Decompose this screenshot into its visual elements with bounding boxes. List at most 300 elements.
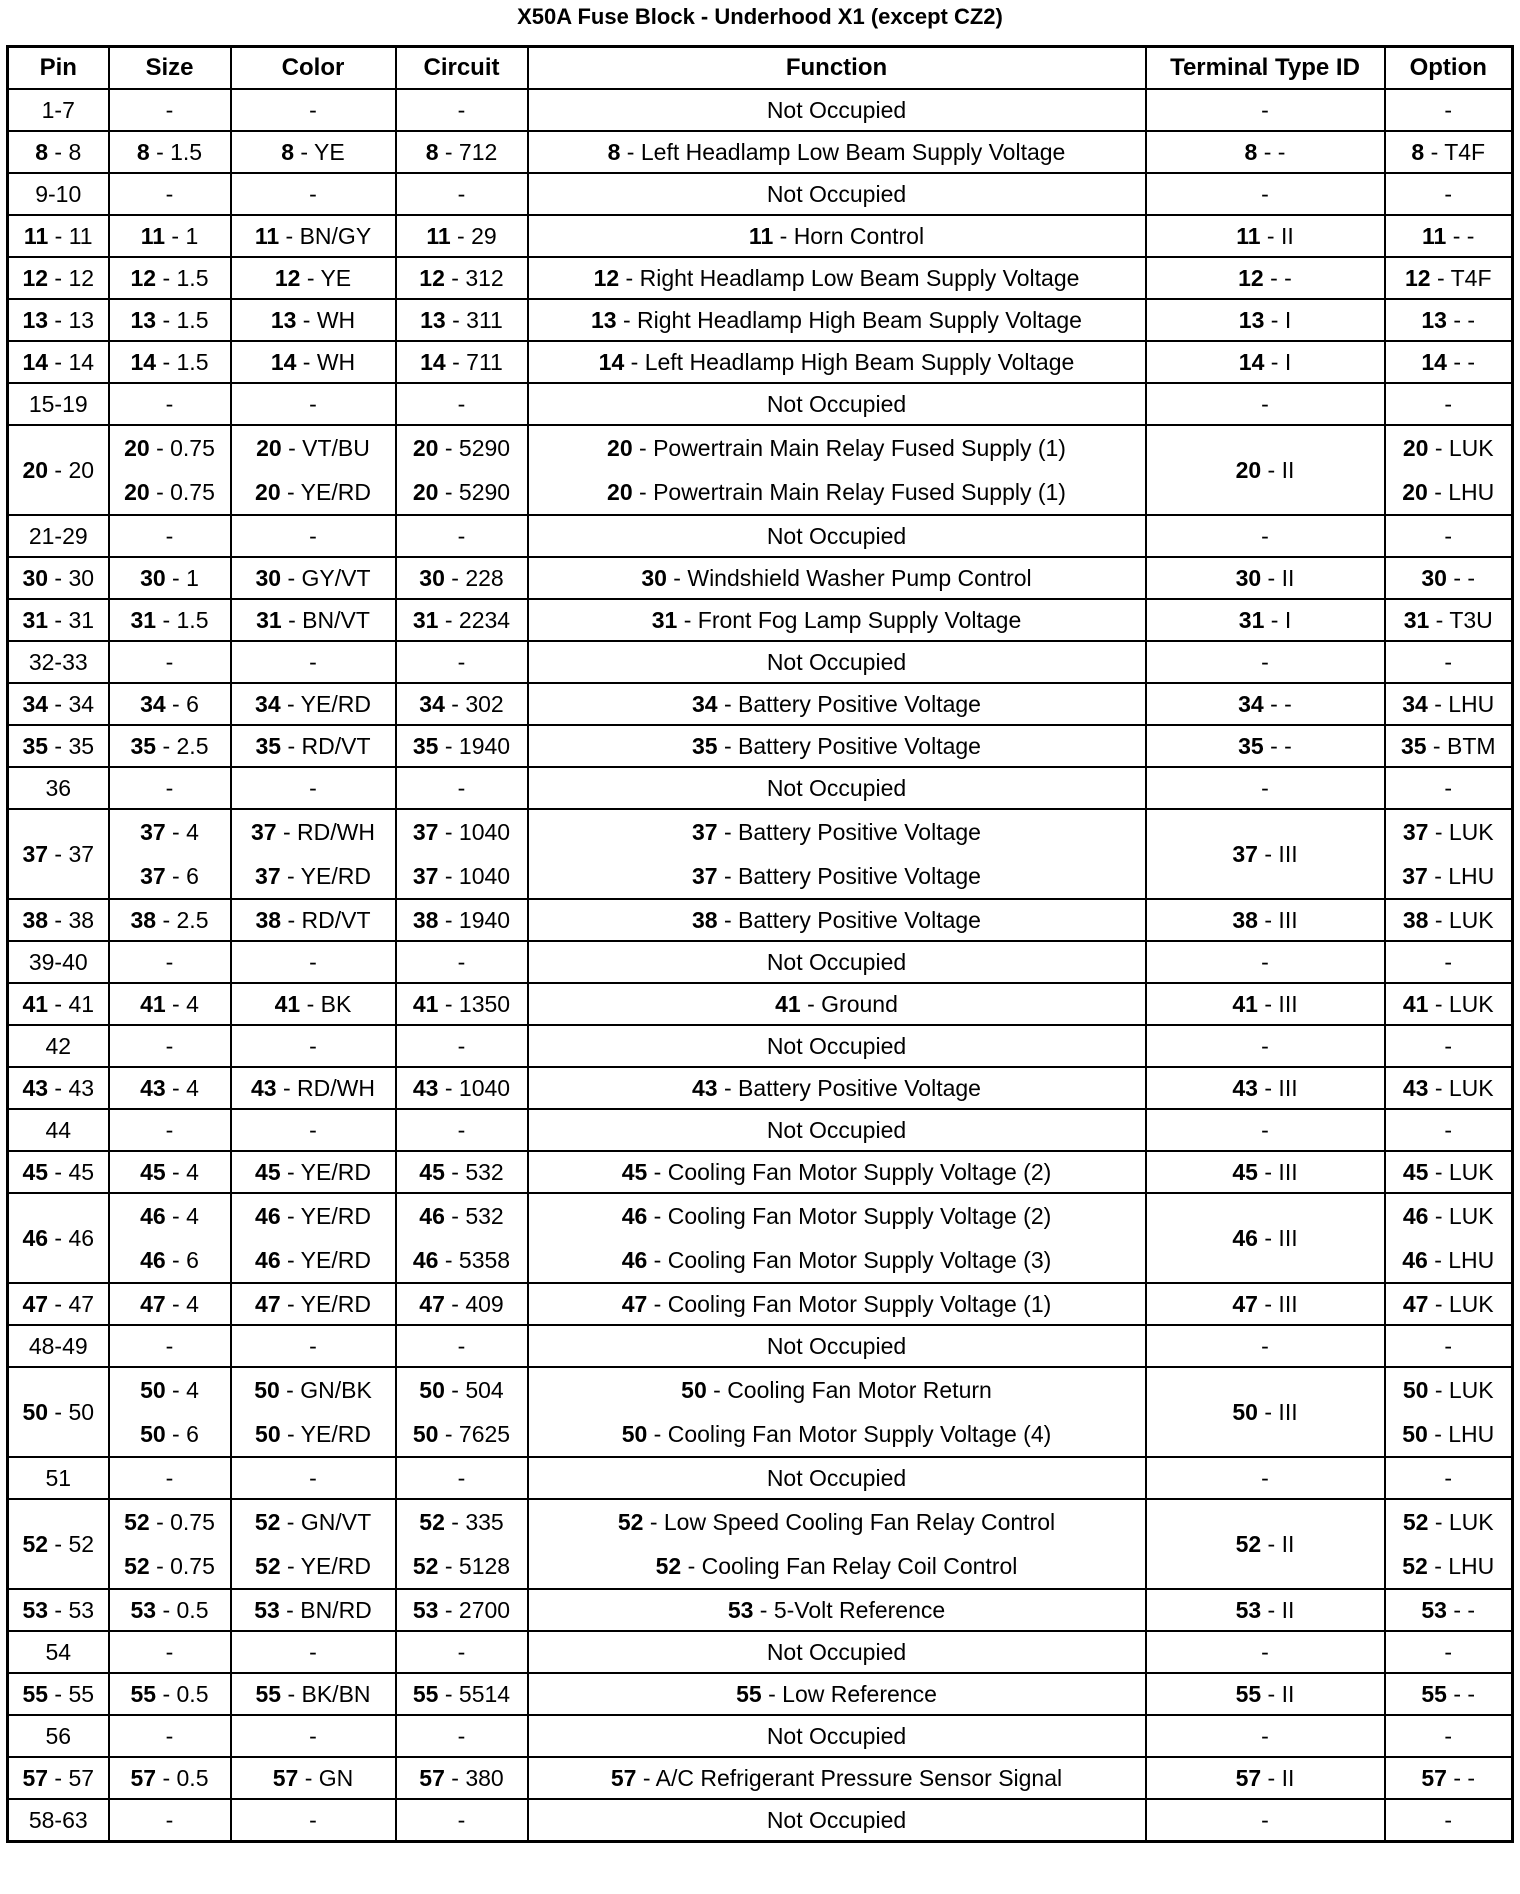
pin-prefix: 35: [1238, 732, 1264, 759]
pin-prefix: 55: [130, 1680, 157, 1707]
cell-value: - 6: [165, 863, 199, 889]
cell-color: -: [231, 1025, 396, 1067]
pin-prefix: 35: [692, 732, 718, 759]
cell-color: -: [231, 515, 396, 557]
pin-prefix: 11: [254, 222, 280, 249]
pin-prefix: 50: [621, 1421, 648, 1447]
cell-color: -: [231, 941, 396, 983]
cell-terminal-type: -: [1146, 1109, 1385, 1151]
cell-value: - III: [1257, 1398, 1298, 1425]
cell-value: - II: [1261, 1596, 1295, 1623]
cell-pin: 39-40: [8, 941, 109, 983]
cell-value: - II: [1261, 1530, 1295, 1557]
cell-value: - WH: [296, 306, 356, 333]
cell-value: - 380: [444, 1764, 504, 1791]
cell-value: - 311: [445, 306, 503, 333]
two-line: [232, 810, 395, 898]
cell-option: -: [1385, 1715, 1513, 1757]
pin-prefix: 20: [124, 435, 150, 461]
pin-prefix: 52: [254, 1509, 281, 1535]
cell-value: - LHU: [1427, 690, 1495, 717]
table-row: [8, 1151, 1513, 1193]
cell-option: [1385, 557, 1513, 599]
cell-value: - 0.75: [149, 1509, 215, 1535]
cell-color: -: [231, 767, 396, 809]
pin-prefix: 55: [1235, 1680, 1262, 1707]
pin-prefix: 38: [255, 906, 282, 933]
cell-value: - -: [1263, 690, 1292, 717]
pin-table: [6, 45, 1514, 1843]
pin-prefix: 38: [22, 906, 49, 933]
cell-function: Not Occupied: [528, 515, 1146, 557]
table-row: [8, 1499, 1513, 1589]
cell-color: -: [231, 1325, 396, 1367]
table-row: [8, 1631, 1513, 1673]
cell-function: [528, 341, 1146, 383]
cell-option: [1385, 983, 1513, 1025]
table-row: [8, 425, 1513, 515]
cell-value: - LHU: [1427, 1421, 1495, 1447]
pin-prefix: 37: [692, 819, 718, 845]
cell-pin: [8, 1283, 109, 1325]
line: [110, 1197, 230, 1235]
pin-prefix: 31: [1238, 606, 1265, 633]
cell-function: Not Occupied: [528, 1025, 1146, 1067]
cell-function: Not Occupied: [528, 1631, 1146, 1673]
cell-function: Not Occupied: [528, 1325, 1146, 1367]
cell-value: - -: [1446, 348, 1476, 375]
cell-color: [231, 809, 396, 899]
pin-prefix: 31: [1403, 606, 1430, 633]
cell-pin: 1-7: [8, 89, 109, 131]
cell-value: - GN: [298, 1764, 354, 1791]
cell-value: - I: [1264, 306, 1292, 333]
cell-size: [109, 983, 231, 1025]
table-row: [8, 1193, 1513, 1283]
cell-value: - Cooling Fan Motor Supply Voltage (2): [647, 1203, 1052, 1229]
pin-prefix: 47: [22, 1290, 49, 1317]
cell-value: - 46: [48, 1224, 95, 1251]
cell-option: [1385, 299, 1513, 341]
cell-color: [231, 1151, 396, 1193]
table-row: [8, 215, 1513, 257]
two-line: [529, 426, 1145, 514]
cell-function: [528, 809, 1146, 899]
cell-terminal-type: [1146, 983, 1385, 1025]
cell-color: -: [231, 383, 396, 425]
cell-size: [109, 215, 231, 257]
cell-value: - 20: [48, 456, 95, 483]
cell-circuit: [396, 599, 528, 641]
cell-circuit: [396, 341, 528, 383]
header-terminal-type: Terminal Type ID: [1146, 47, 1385, 90]
pin-prefix: 14: [22, 348, 49, 375]
pin-prefix: 8: [1244, 138, 1258, 165]
pin-prefix: 11: [1422, 222, 1447, 249]
cell-pin: [8, 299, 109, 341]
pin-prefix: 34: [255, 690, 281, 717]
pin-prefix: 11: [23, 222, 49, 249]
cell-terminal-type: [1146, 809, 1385, 899]
cell-circuit: [396, 1757, 528, 1799]
cell-value: - Horn Control: [773, 222, 925, 249]
cell-option: -: [1385, 1631, 1513, 1673]
pin-prefix: 52: [124, 1509, 150, 1535]
cell-size: [109, 809, 231, 899]
cell-value: - 5290: [438, 479, 511, 505]
line: [529, 1415, 1145, 1453]
cell-option: [1385, 131, 1513, 173]
cell-value: - 35: [48, 732, 95, 759]
pin-prefix: 47: [621, 1290, 648, 1317]
cell-value: - 5514: [438, 1680, 511, 1707]
pin-prefix: 20: [412, 479, 439, 505]
cell-value: - A/C Refrigerant Pressure Sensor Signal: [636, 1764, 1063, 1791]
cell-value: - II: [1261, 1680, 1295, 1707]
cell-value: - 50: [48, 1398, 95, 1425]
cell-value: - LUK: [1428, 1509, 1494, 1535]
pin-prefix: 45: [621, 1158, 648, 1185]
cell-circuit: -: [396, 515, 528, 557]
cell-value: - RD/VT: [281, 732, 371, 759]
pin-prefix: 55: [255, 1680, 282, 1707]
cell-color: -: [231, 173, 396, 215]
line: [232, 857, 395, 895]
cell-option: [1385, 1757, 1513, 1799]
cell-color: [231, 1757, 396, 1799]
cell-size: -: [109, 383, 231, 425]
pin-prefix: 41: [775, 990, 801, 1017]
cell-value: - 12: [48, 264, 95, 291]
cell-circuit: -: [396, 1325, 528, 1367]
pin-prefix: 52: [617, 1509, 644, 1535]
cell-circuit: -: [396, 1799, 528, 1842]
cell-terminal-type: [1146, 599, 1385, 641]
pin-prefix: 41: [1232, 990, 1258, 1017]
pin-prefix: 53: [22, 1596, 49, 1623]
line: [232, 1371, 395, 1409]
two-line: [529, 1368, 1145, 1456]
line: [232, 473, 395, 511]
cell-value: - Cooling Fan Motor Supply Voltage (3): [647, 1247, 1052, 1273]
line: [1386, 1241, 1512, 1279]
cell-color: [231, 683, 396, 725]
pin-prefix: 31: [22, 606, 49, 633]
cell-value: - YE/RD: [280, 1421, 371, 1447]
two-line: [232, 426, 395, 514]
table-row: [8, 1025, 1513, 1067]
cell-color: [231, 215, 396, 257]
cell-value: - 52: [48, 1530, 95, 1557]
cell-option: [1385, 1499, 1513, 1589]
two-line: [110, 810, 230, 898]
cell-terminal-type: -: [1146, 173, 1385, 215]
pin-prefix: 43: [1402, 1074, 1429, 1101]
cell-value: - 13: [48, 306, 95, 333]
cell-pin: 36: [8, 767, 109, 809]
pin-prefix: 37: [140, 863, 166, 889]
cell-terminal-type: -: [1146, 941, 1385, 983]
pin-prefix: 52: [1235, 1530, 1262, 1557]
cell-circuit: [396, 557, 528, 599]
cell-terminal-type: -: [1146, 641, 1385, 683]
cell-circuit: [396, 1367, 528, 1457]
cell-value: - LUK: [1428, 1074, 1494, 1101]
cell-size: -: [109, 515, 231, 557]
header-size: Size: [109, 47, 231, 90]
pin-prefix: 37: [1402, 819, 1429, 845]
table-row: [8, 1457, 1513, 1499]
cell-circuit: [396, 683, 528, 725]
cell-terminal-type: -: [1146, 1325, 1385, 1367]
pin-prefix: 46: [1402, 1203, 1429, 1229]
cell-value: - Battery Positive Voltage: [717, 1074, 981, 1101]
pin-prefix: 57: [610, 1764, 637, 1791]
pin-prefix: 14: [130, 348, 157, 375]
pin-prefix: 52: [1402, 1509, 1429, 1535]
cell-value: - 2.5: [156, 906, 209, 933]
cell-value: - YE/RD: [280, 1158, 371, 1185]
cell-value: - BN/GY: [279, 222, 372, 249]
cell-function: [528, 1499, 1146, 1589]
pin-prefix: 38: [1402, 906, 1429, 933]
line: [529, 473, 1145, 511]
pin-prefix: 14: [1238, 348, 1265, 375]
cell-option: [1385, 1283, 1513, 1325]
pin-prefix: 52: [655, 1553, 682, 1579]
pin-prefix: 50: [254, 1377, 280, 1403]
pin-prefix: 57: [1235, 1764, 1262, 1791]
line: [529, 1371, 1145, 1409]
line: [1386, 1371, 1512, 1409]
pin-prefix: 41: [22, 990, 49, 1017]
cell-value: - T3U: [1429, 606, 1493, 633]
cell-function: Not Occupied: [528, 1109, 1146, 1151]
cell-value: - III: [1257, 1224, 1298, 1251]
line: [397, 1503, 527, 1541]
cell-option: [1385, 725, 1513, 767]
cell-circuit: -: [396, 383, 528, 425]
table-row: [8, 599, 1513, 641]
cell-terminal-type: -: [1146, 515, 1385, 557]
cell-value: - 53: [48, 1596, 95, 1623]
cell-value: - T4F: [1424, 138, 1486, 165]
cell-value: - BTM: [1426, 732, 1496, 759]
cell-size: [109, 131, 231, 173]
two-line: [1386, 1368, 1512, 1456]
cell-value: - Windshield Washer Pump Control: [666, 564, 1032, 591]
cell-terminal-type: -: [1146, 1715, 1385, 1757]
cell-size: [109, 557, 231, 599]
pin-prefix: 12: [1404, 264, 1431, 291]
cell-function: [528, 899, 1146, 941]
table-row: [8, 257, 1513, 299]
line: [529, 1547, 1145, 1585]
pin-prefix: 46: [140, 1247, 166, 1273]
cell-value: - LHU: [1427, 479, 1495, 505]
pin-prefix: 57: [419, 1764, 445, 1791]
pin-prefix: 30: [1235, 564, 1262, 591]
pin-prefix: 30: [140, 564, 166, 591]
cell-function: [528, 1673, 1146, 1715]
cell-color: [231, 425, 396, 515]
cell-function: [528, 983, 1146, 1025]
cell-terminal-type: [1146, 899, 1385, 941]
pin-prefix: 30: [1421, 564, 1447, 591]
cell-value: - Battery Positive Voltage: [717, 819, 981, 845]
cell-value: - II: [1261, 456, 1295, 483]
cell-terminal-type: [1146, 1151, 1385, 1193]
pin-prefix: 46: [140, 1203, 166, 1229]
cell-value: - 4: [165, 819, 199, 845]
pin-prefix: 52: [419, 1509, 445, 1535]
cell-terminal-type: -: [1146, 1025, 1385, 1067]
line: [232, 1503, 395, 1541]
cell-value: - III: [1257, 1158, 1298, 1185]
header-circuit: Circuit: [396, 47, 528, 90]
cell-value: - 6: [165, 1247, 199, 1273]
cell-pin: [8, 683, 109, 725]
cell-color: [231, 557, 396, 599]
cell-value: - 711: [445, 348, 503, 375]
pin-prefix: 47: [1402, 1290, 1429, 1317]
pin-prefix: 41: [274, 990, 301, 1017]
cell-value: - YE: [294, 138, 345, 165]
cell-function: Not Occupied: [528, 641, 1146, 683]
cell-value: - YE/RD: [280, 479, 371, 505]
cell-circuit: [396, 983, 528, 1025]
pin-prefix: 8: [1411, 138, 1425, 165]
cell-option: -: [1385, 1799, 1513, 1842]
cell-value: - T4F: [1430, 264, 1492, 291]
table-row: [8, 1715, 1513, 1757]
cell-value: - Front Fog Lamp Supply Voltage: [677, 606, 1022, 633]
cell-value: - YE/RD: [280, 690, 371, 717]
cell-pin: 48-49: [8, 1325, 109, 1367]
line: [1386, 1415, 1512, 1453]
cell-circuit: [396, 1151, 528, 1193]
pin-prefix: 34: [140, 690, 166, 717]
cell-value: - I: [1264, 606, 1292, 633]
cell-function: [528, 131, 1146, 173]
cell-terminal-type: -: [1146, 89, 1385, 131]
cell-value: - 1.5: [156, 606, 209, 633]
cell-value: - III: [1257, 1074, 1298, 1101]
cell-pin: [8, 725, 109, 767]
cell-pin: 21-29: [8, 515, 109, 557]
pin-prefix: 50: [140, 1377, 166, 1403]
two-line: [529, 810, 1145, 898]
cell-option: [1385, 899, 1513, 941]
cell-pin: 56: [8, 1715, 109, 1757]
pin-prefix: 46: [412, 1247, 439, 1273]
cell-pin: 32-33: [8, 641, 109, 683]
cell-value: - 0.75: [149, 479, 215, 505]
cell-value: - 1: [165, 222, 199, 249]
cell-color: [231, 1499, 396, 1589]
cell-value: - LUK: [1428, 1290, 1494, 1317]
pin-prefix: 55: [22, 1680, 49, 1707]
pin-prefix: 11: [426, 222, 451, 249]
cell-circuit: -: [396, 1109, 528, 1151]
cell-value: - 55: [48, 1680, 95, 1707]
cell-circuit: [396, 1499, 528, 1589]
cell-value: - YE/RD: [280, 1290, 371, 1317]
cell-circuit: -: [396, 1457, 528, 1499]
pin-prefix: 43: [251, 1074, 277, 1101]
pin-prefix: 46: [621, 1203, 648, 1229]
cell-value: - GY/VT: [281, 564, 371, 591]
table-row: [8, 983, 1513, 1025]
cell-value: - 0.75: [149, 1553, 215, 1579]
cell-value: - Battery Positive Voltage: [717, 732, 981, 759]
cell-value: - 1.5: [156, 264, 209, 291]
two-line: [397, 810, 527, 898]
cell-value: - 2234: [438, 606, 511, 633]
cell-pin: [8, 1067, 109, 1109]
cell-value: - Cooling Fan Motor Supply Voltage (4): [647, 1421, 1052, 1447]
pin-prefix: 31: [130, 606, 157, 633]
cell-option: [1385, 1067, 1513, 1109]
cell-color: -: [231, 1799, 396, 1842]
pin-prefix: 38: [692, 906, 718, 933]
cell-value: - LUK: [1428, 1377, 1494, 1403]
cell-pin: [8, 425, 109, 515]
table-row: [8, 89, 1513, 131]
pin-prefix: 55: [412, 1680, 439, 1707]
cell-value: - 4: [165, 1203, 199, 1229]
table-row: [8, 299, 1513, 341]
table-row: [8, 1325, 1513, 1367]
two-line: [397, 1500, 527, 1588]
cell-value: - 38: [48, 906, 95, 933]
cell-value: - RD/VT: [281, 906, 371, 933]
two-line: [529, 1194, 1145, 1282]
pin-prefix: 52: [1402, 1553, 1428, 1579]
cell-value: - LHU: [1427, 863, 1495, 889]
two-line: [232, 1500, 395, 1588]
line: [110, 473, 230, 511]
cell-value: - 30: [48, 564, 95, 591]
line: [529, 813, 1145, 851]
table-row: [8, 1589, 1513, 1631]
cell-size: -: [109, 1799, 231, 1842]
pin-prefix: 50: [1402, 1421, 1428, 1447]
cell-value: - Left Headlamp High Beam Supply Voltage: [624, 348, 1075, 375]
pin-prefix: 37: [692, 863, 718, 889]
table-row: [8, 641, 1513, 683]
cell-pin: [8, 215, 109, 257]
cell-size: [109, 1193, 231, 1283]
pin-prefix: 57: [22, 1764, 49, 1791]
cell-pin: [8, 599, 109, 641]
cell-value: - 5-Volt Reference: [753, 1596, 946, 1623]
pin-prefix: 52: [22, 1530, 49, 1557]
cell-value: - -: [1446, 306, 1476, 333]
cell-value: - -: [1263, 264, 1292, 291]
pin-prefix: 31: [412, 606, 439, 633]
cell-function: Not Occupied: [528, 1715, 1146, 1757]
pin-prefix: 11: [1236, 222, 1261, 249]
pin-prefix: 46: [255, 1247, 281, 1273]
line: [1386, 473, 1512, 511]
cell-value: - I: [1264, 348, 1292, 375]
cell-terminal-type: [1146, 557, 1385, 599]
cell-terminal-type: [1146, 215, 1385, 257]
cell-color: [231, 299, 396, 341]
cell-value: - LUK: [1428, 1158, 1494, 1185]
cell-terminal-type: [1146, 1067, 1385, 1109]
